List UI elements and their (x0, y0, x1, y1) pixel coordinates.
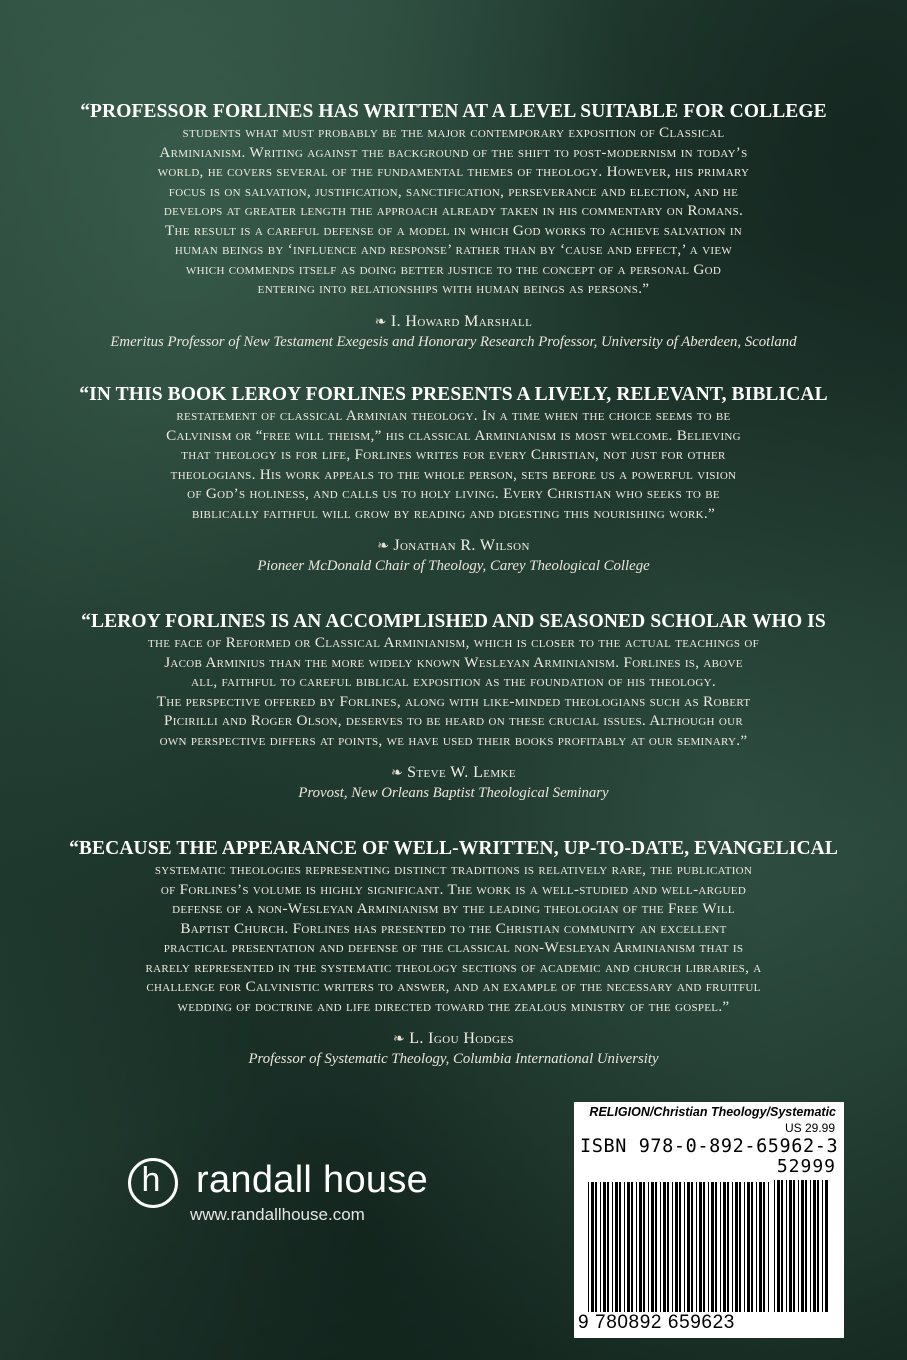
barcode-bar (631, 1182, 633, 1312)
barcode-bar (595, 1182, 597, 1312)
body-line: defense of a non-Wesleyan Arminianism by the leading theologian of the Free Will (172, 900, 735, 917)
body-line: Calvinism or “free will theism,” his classical Arminianism is most welcome. Believing (166, 426, 741, 444)
barcode-bar (723, 1182, 726, 1312)
barcode-bar (627, 1182, 630, 1312)
endorsement-lead: “BECAUSE THE APPEARANCE OF WELL-WRITTEN, UP-TO-DATE, EVANGELICAL (69, 838, 838, 859)
ornament-icon: ❧ (374, 314, 387, 330)
barcode-bar (639, 1182, 642, 1312)
endorsement-1 (55, 101, 852, 351)
barcode-bar (735, 1182, 738, 1312)
body-line: The result is a careful defense of a model in which God works to achieve salvation in (164, 221, 743, 239)
body-line: biblically faithful will grow by reading and digesting this nourishing work.” (191, 504, 716, 522)
barcode-bar (793, 1180, 795, 1312)
endorser-title: Professor of Systematic Theology, Columbia International University (248, 1051, 659, 1067)
barcode-bar (643, 1182, 645, 1312)
barcode-bar (774, 1180, 775, 1312)
bisac-category: RELIGION/Christian Theology/Systematic (589, 1105, 836, 1119)
barcode-bar (825, 1180, 828, 1312)
barcode-bar (672, 1182, 673, 1312)
endorsement-4 (55, 838, 852, 1068)
endorsement-body (55, 406, 852, 523)
body-line: of God’s holiness, and calls us to holy living. Every Christian who seeks to be (187, 485, 720, 502)
body-line: Baptist Church. Forlines has presented to the Christian community an excellent (180, 919, 727, 937)
body-line: which commends itself as doing better justice to the concept of a personal God (185, 260, 722, 278)
barcode-bar (798, 1180, 799, 1312)
barcode-bar (619, 1182, 621, 1312)
body-line: human beings by ‘influence and response’ rather than by ‘cause and effect,’ a view (174, 241, 733, 258)
endorsement-body (55, 123, 852, 299)
logo-letter: h (141, 1161, 161, 1199)
endorser-name (55, 537, 852, 555)
body-line: Jacob Arminius than the more widely known Wesleyan Arminianism. Forlines is, above (164, 653, 743, 671)
publisher-url: www.randallhouse.com (190, 1205, 365, 1224)
ornament-icon: ❧ (393, 1032, 406, 1047)
ean-number: 9 780892 659623 (578, 1312, 735, 1333)
barcode-bar (679, 1182, 681, 1312)
publisher-name: randall house (196, 1159, 429, 1201)
barcode-bar (591, 1182, 594, 1312)
barcode-bar (684, 1182, 685, 1312)
barcode-bar (624, 1182, 625, 1312)
barcode-bar (720, 1182, 721, 1312)
endorser-name-text: Jonathan R. Wilson (393, 537, 530, 554)
endorsement-body (55, 633, 852, 750)
barcode-bar (708, 1182, 709, 1312)
barcode-bar (655, 1182, 657, 1312)
barcode-bar (781, 1180, 783, 1312)
barcode-icon (574, 1102, 844, 1338)
body-line: Picirilli and Roger Olson, deserves to be heard on these crucial issues. Although our (164, 712, 743, 729)
barcode-bar (805, 1180, 807, 1312)
publisher-logo (126, 1157, 486, 1237)
body-line: Arminianism. Writing against the background of the shift to post-modernism in today’s (159, 143, 748, 161)
body-line: world, he covers several of the fundamental themes of theology. However, his primary (157, 163, 750, 180)
body-line: restatement of classical Arminian theology. In a time when the choice seems to be (176, 407, 731, 424)
endorsement-lead: “IN THIS BOOK LEROY FORLINES PRESENTS A LIVELY, RELEVANT, BIBLICAL (79, 384, 828, 405)
endorser-title: Provost, New Orleans Baptist Theological Seminary (298, 785, 609, 801)
body-line: the face of Reformed or Classical Arminianism, which is closer to the actual teachings of (147, 634, 760, 651)
endorsement-2 (55, 384, 852, 575)
barcode-bar (810, 1180, 811, 1312)
barcode-bar (607, 1182, 609, 1312)
endorser-title: Emeritus Professor of New Testament Exegesis and Honorary Research Professor, University of Aberdeen, Scotland (110, 333, 797, 350)
barcode-bar (648, 1182, 649, 1312)
barcode-bar (687, 1182, 690, 1312)
barcode-bar (789, 1180, 792, 1312)
barcode-bar (813, 1180, 816, 1312)
barcode-bar (696, 1182, 697, 1312)
endorser-name-text: L. Igou Hodges (409, 1030, 514, 1047)
body-line: of Forlines’s volume is highly significant. The work is a well-studied and well-argued (160, 880, 747, 898)
body-line: develops at greater length the approach already taken in his commentary on Romans. (163, 202, 744, 219)
barcode-bar (786, 1180, 787, 1312)
body-line: focus is on salvation, justification, sanctification, perseverance and election, and he (168, 182, 739, 200)
barcode-bar (759, 1182, 762, 1312)
barcode-bar (744, 1182, 745, 1312)
endorser-name (55, 1030, 852, 1048)
endorsement-3 (55, 611, 852, 802)
barcode-box (574, 1102, 844, 1338)
ornament-icon: ❧ (377, 539, 390, 554)
endorsement-lead: “PROFESSOR FORLINES HAS WRITTEN AT A LEVEL SUITABLE FOR COLLEGE (80, 101, 827, 122)
barcode-bar (603, 1182, 606, 1312)
barcode-bar (763, 1182, 765, 1312)
body-line: rarely represented in the systematic theology sections of academic and church libraries, a (145, 958, 762, 976)
barcode-bar (612, 1182, 613, 1312)
body-line: wedding of doctrine and life directed toward the zealous ministry of the gospel.” (177, 997, 730, 1015)
body-line: systematic theologies representing distinct traditions is relatively rare, the publication (154, 861, 753, 878)
barcode-bar (636, 1182, 637, 1312)
barcode-bar (727, 1182, 729, 1312)
endorser-name-text: I. Howard Marshall (390, 312, 533, 330)
barcode-bar (777, 1180, 780, 1312)
barcode-bar (699, 1182, 702, 1312)
barcode-bar (588, 1182, 589, 1312)
price-label: US 29.99 (784, 1121, 835, 1135)
body-line: practical presentation and defense of the classical non-Wesleyan Arminianism that is (163, 939, 744, 956)
barcode-bar (651, 1182, 654, 1312)
barcode-bar (756, 1182, 757, 1312)
barcode-bar (768, 1182, 769, 1312)
barcode-bar (732, 1182, 733, 1312)
barcode-bar (667, 1182, 669, 1312)
ornament-icon: ❧ (390, 766, 404, 781)
body-line: challenge for Calvinistic writers to answer, and an example of the necessary and fruitful (146, 978, 761, 995)
body-line: theologians. His work appeals to the whole person, sets before us a powerful vision (170, 465, 737, 483)
endorsement-body (55, 860, 852, 1016)
endorser-name (55, 313, 852, 331)
barcode-bar (751, 1182, 753, 1312)
isbn-text: ISBN 978-0-892-65962-3 (580, 1136, 839, 1157)
body-line: students what must probably be the major contemporary exposition of Classical (182, 124, 725, 141)
body-line: The perspective offered by Forlines, along with like-minded theologians such as Robert (156, 692, 751, 710)
barcode-bar (817, 1180, 819, 1312)
barcode-bar (822, 1180, 823, 1312)
endorser-title: Pioneer McDonald Chair of Theology, Carey Theological College (257, 558, 650, 574)
endorser-name-text: Steve W. Lemke (407, 764, 517, 781)
barcode-bar (600, 1182, 601, 1312)
barcode-bar (675, 1182, 678, 1312)
body-line: all, faithful to careful biblical exposition as the foundation of his theology. (191, 673, 716, 690)
endorser-name (55, 764, 852, 782)
body-line: entering into relationships with human beings as persons.” (257, 280, 650, 297)
barcode-bar (663, 1182, 666, 1312)
barcode-bar (660, 1182, 661, 1312)
barcode-bar (715, 1182, 717, 1312)
endorsement-lead: “LEROY FORLINES IS AN ACCOMPLISHED AND SEASONED SCHOLAR WHO IS (81, 611, 826, 632)
body-line: that theology is for life, Forlines writes for every Christian, not just for other (181, 446, 726, 463)
barcode-bar (711, 1182, 714, 1312)
body-line: own perspective differs at points, we have used their books profitably at our seminary.” (159, 731, 748, 749)
barcode-bar (747, 1182, 750, 1312)
barcode-bar (703, 1182, 705, 1312)
barcode-bar (801, 1180, 804, 1312)
barcode-bar (615, 1182, 618, 1312)
barcode-bar (739, 1182, 741, 1312)
price-code: 52999 (776, 1156, 836, 1177)
barcode-bar (691, 1182, 693, 1312)
